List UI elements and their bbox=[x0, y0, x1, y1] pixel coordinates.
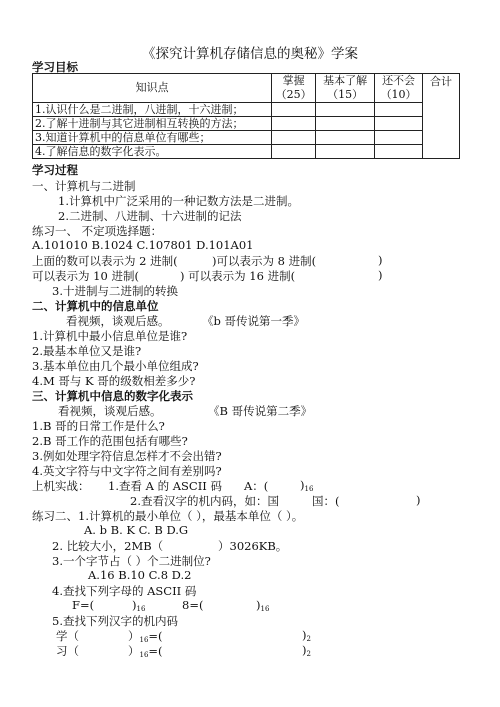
exercise-2-q5-xi-hex bbox=[128, 643, 163, 659]
section-3-question-2: 2.B 哥工作的范围包括有哪些? bbox=[32, 434, 188, 448]
base-16-subscript: 16 bbox=[139, 636, 149, 644]
exercise-2-q3: 3.一个字节占（ ）个二进制位? bbox=[52, 554, 211, 568]
exercise-2-q3-options: A.16 B.10 C.8 D.2 bbox=[88, 568, 192, 582]
header-basic-score: （15） bbox=[327, 88, 364, 101]
lab-task-2-answer-open: 国：( bbox=[312, 494, 340, 508]
section-3-video-prompt: 看视频，谈观后感。 bbox=[58, 404, 162, 418]
exercise-2-q5-xi-eq: =( bbox=[148, 644, 163, 658]
exercise-2-q5-xue-bin-paren: ) bbox=[302, 628, 307, 642]
table-cell-item: 1.认识什么是二进制，八进制，十六进制； bbox=[33, 103, 272, 117]
table-cell-blank[interactable] bbox=[316, 103, 375, 117]
objectives-heading: 学习目标 bbox=[32, 60, 78, 74]
section-1-point-3: 3.十进制与二进制的转换 bbox=[52, 284, 178, 298]
exercise-2-q1: 练习二、1.计算机的最小单位（ ），最基本单位（ ）。 bbox=[32, 509, 304, 523]
header-basic bbox=[316, 74, 375, 103]
lab-task-1-answer-paren: ) bbox=[300, 478, 305, 492]
header-cannot-label: 还不会 bbox=[382, 74, 416, 87]
section-2-video-prompt: 看视频，谈观后感。 bbox=[66, 314, 170, 328]
header-master-score: （25） bbox=[275, 88, 312, 101]
section-1-point-2: 2.二进制、八进制、十六进制的记法 bbox=[58, 209, 242, 223]
base-16-subscript: 16 bbox=[260, 605, 270, 613]
table-cell-blank[interactable] bbox=[272, 103, 316, 117]
exercise-2-q2-part1: 2. 比较大小，2MB（ bbox=[52, 539, 164, 553]
section-2-question-2: 2.最基本单位又是谁? bbox=[32, 344, 142, 358]
exercise-2-q5-xue: 学（ bbox=[56, 629, 79, 643]
section-3-question-3: 3.例如处理字符信息怎样才不会出错? bbox=[32, 449, 222, 463]
exercise-2-q4-8-close bbox=[256, 598, 269, 613]
table-cell-blank[interactable] bbox=[375, 117, 423, 131]
section-3-video-title: 《B 哥传说第二季》 bbox=[208, 404, 313, 418]
exercise-1-q1-part2: )可以表示为 8 进制( bbox=[212, 254, 317, 268]
exercise-1-q2-close: ) bbox=[378, 268, 383, 282]
table-row bbox=[33, 145, 460, 159]
lab-practice-label: 上机实战： bbox=[32, 479, 90, 493]
lab-task-1: 1.查看 A 的 ASCII 码 bbox=[108, 479, 222, 493]
exercise-2-q5-xue-bin bbox=[302, 628, 311, 643]
section-3-question-1: 1.B 哥的日常工作是什么? bbox=[32, 419, 165, 433]
exercise-2-q5-xue-hex bbox=[128, 628, 163, 644]
table-cell-item: 2.了解十进制与其它进制相互转换的方法； bbox=[33, 117, 272, 131]
section-3-question-4: 4.英文字符与中文字符之间有差别吗? bbox=[32, 464, 222, 478]
exercise-2-q5-xi-bin-paren: ) bbox=[302, 643, 307, 657]
objectives-table bbox=[32, 73, 460, 159]
table-cell-blank[interactable] bbox=[375, 145, 423, 159]
lab-task-2-answer-close: ) bbox=[416, 493, 421, 507]
section-2-heading: 二、计算机中的信息单位 bbox=[32, 299, 159, 313]
lab-task-1-answer-open: A：( bbox=[244, 479, 269, 493]
exercise-1-q1-part1: 上面的数可以表示为 2 进制( bbox=[32, 254, 178, 268]
header-master-label: 掌握 bbox=[282, 74, 305, 87]
table-cell-blank[interactable] bbox=[316, 117, 375, 131]
exercise-2-q4-f-paren: ) bbox=[132, 598, 137, 612]
table-cell-blank[interactable] bbox=[272, 145, 316, 159]
process-heading: 学习过程 bbox=[32, 163, 78, 177]
base-2-subscript: 2 bbox=[306, 650, 311, 658]
exercise-2-q5-xi: 习（ bbox=[56, 644, 79, 658]
exercise-2-q5: 5.查找下列汉字的机内码 bbox=[52, 614, 178, 628]
exercise-1-heading: 练习一、 不定项选择题： bbox=[32, 224, 163, 238]
exercise-2-q4-f-close bbox=[132, 598, 145, 613]
exercise-1-options: A.101010 B.1024 C.107801 D.101A01 bbox=[32, 238, 254, 252]
table-cell-item: 4.了解信息的数字化表示。 bbox=[33, 145, 272, 159]
section-2-question-4: 4.M 哥与 K 哥的级数相差多少? bbox=[32, 374, 196, 388]
exercise-1-q1-close: ) bbox=[378, 253, 383, 267]
header-cannot-score: （10） bbox=[380, 88, 417, 101]
table-row bbox=[33, 131, 460, 145]
table-cell-blank[interactable] bbox=[316, 131, 375, 145]
section-1-heading: 一、计算机与二进制 bbox=[32, 179, 136, 193]
exercise-2-q1-options: A. b B. K C. B D.G bbox=[84, 523, 189, 537]
exercise-2-q4-8-paren: ) bbox=[256, 598, 261, 612]
section-3-heading: 三、计算机中信息的数字化表示 bbox=[32, 389, 193, 403]
header-basic-label: 基本了解 bbox=[323, 74, 368, 87]
table-row bbox=[33, 117, 460, 131]
exercise-2-q4-8: 8=( bbox=[182, 598, 204, 612]
page-title: 《探究计算机存储信息的奥秘》学案 bbox=[142, 46, 358, 62]
exercise-2-q4: 4.查找下列字母的 ASCII 码 bbox=[52, 584, 197, 598]
exercise-2-q5-xue-close: ） bbox=[128, 629, 140, 643]
section-2-question-1: 1.计算机中最小信息单位是谁? bbox=[32, 329, 188, 343]
table-row bbox=[33, 103, 460, 117]
header-knowledge-point: 知识点 bbox=[33, 74, 272, 103]
exercise-2-q5-xi-close: ） bbox=[128, 644, 140, 658]
lab-task-1-answer-close bbox=[300, 478, 313, 493]
exercise-2-q5-xue-eq: =( bbox=[148, 629, 163, 643]
exercise-1-q2-part2: ) 可以表示为 16 进制( bbox=[180, 269, 296, 283]
table-cell-blank[interactable] bbox=[375, 131, 423, 145]
section-1-point-1: 1.计算机中广泛采用的一种记数方法是二进制。 bbox=[58, 194, 299, 208]
table-cell-blank[interactable] bbox=[316, 145, 375, 159]
lab-task-2: 2.查看汉字的机内码，如：国 bbox=[130, 494, 279, 508]
table-cell-item: 3.知道计算机中的信息单位有哪些； bbox=[33, 131, 272, 145]
table-cell-blank[interactable] bbox=[375, 103, 423, 117]
section-2-question-3: 3.基本单位由几个最小单位组成? bbox=[32, 359, 199, 373]
exercise-1-q2-part1: 可以表示为 10 进制( bbox=[32, 269, 139, 283]
header-master bbox=[272, 74, 316, 103]
section-2-video-title: 《b 哥传说第一季》 bbox=[202, 314, 306, 328]
base-2-subscript: 2 bbox=[306, 635, 311, 643]
table-cell-blank[interactable] bbox=[272, 131, 316, 145]
header-cannot bbox=[375, 74, 423, 103]
base-16-subscript: 16 bbox=[136, 605, 146, 613]
table-cell-blank[interactable] bbox=[272, 117, 316, 131]
table-header-row bbox=[33, 74, 460, 103]
exercise-2-q2-part2: ）3026KB。 bbox=[218, 539, 288, 553]
header-total: 合计 bbox=[423, 74, 460, 159]
base-16-subscript: 16 bbox=[139, 651, 149, 659]
exercise-2-q5-xi-bin bbox=[302, 643, 311, 658]
base-16-subscript: 16 bbox=[304, 485, 314, 493]
exercise-2-q4-f: F=( bbox=[72, 598, 95, 612]
